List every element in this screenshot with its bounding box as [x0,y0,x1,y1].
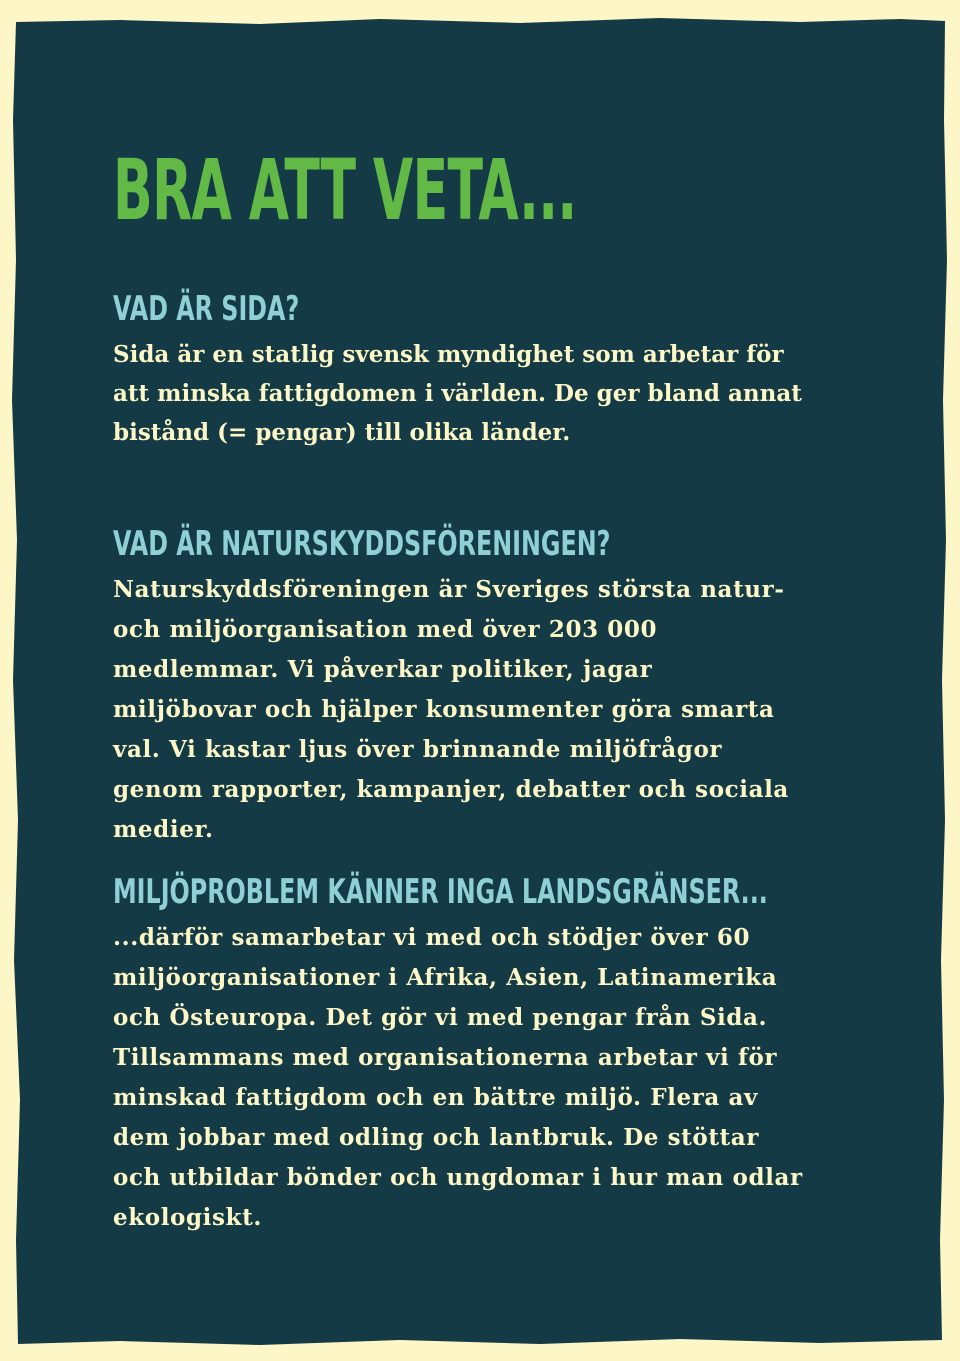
section-body: Sida är en statlig svensk myndighet som arbetar för att minska fattigdomen i världen. De ger bland annat bistånd (= pengar) till olika länder. [113,341,802,446]
section-body: ...därför samarbetar vi med och stödjer över 60 miljöorganisationer i Afrika, Asien, Latinamerika och Östeuropa. Det gör vi med pengar från Sida. Tillsammans med organisationerna arbetar vi för minskad fattigdom och en bättre miljö. Flera av dem jobbar med odling och lantbruk. De stöttar och utbildar bönder och ungdomar i hur man odlar ekologiskt. [113,924,803,1231]
section-heading: MILJÖPROBLEM KÄNNER INGA LANDSGRÄNSER... [113,872,768,912]
section-body: Naturskyddsföreningen är Sveriges största natur- och miljöorganisation med över 203 000 medlemmar. Vi påverkar politiker, jagar miljöbovar och hjälper konsumenter göra smarta val. Vi kastar ljus över brinnande miljöfrågor genom rapporter, kampanjer, debatter och sociala medier. [113,576,789,843]
section-what-is-naturskyddsforeningen [113,524,833,850]
section-heading: VAD ÄR NATURSKYDDSFÖRENINGEN? [113,524,611,564]
section-what-is-sida [113,289,833,452]
section-heading: VAD ÄR SIDA? [113,289,300,329]
page-title: BRA ATT VETA... [113,141,577,239]
section-environmental-problems [113,872,833,1238]
